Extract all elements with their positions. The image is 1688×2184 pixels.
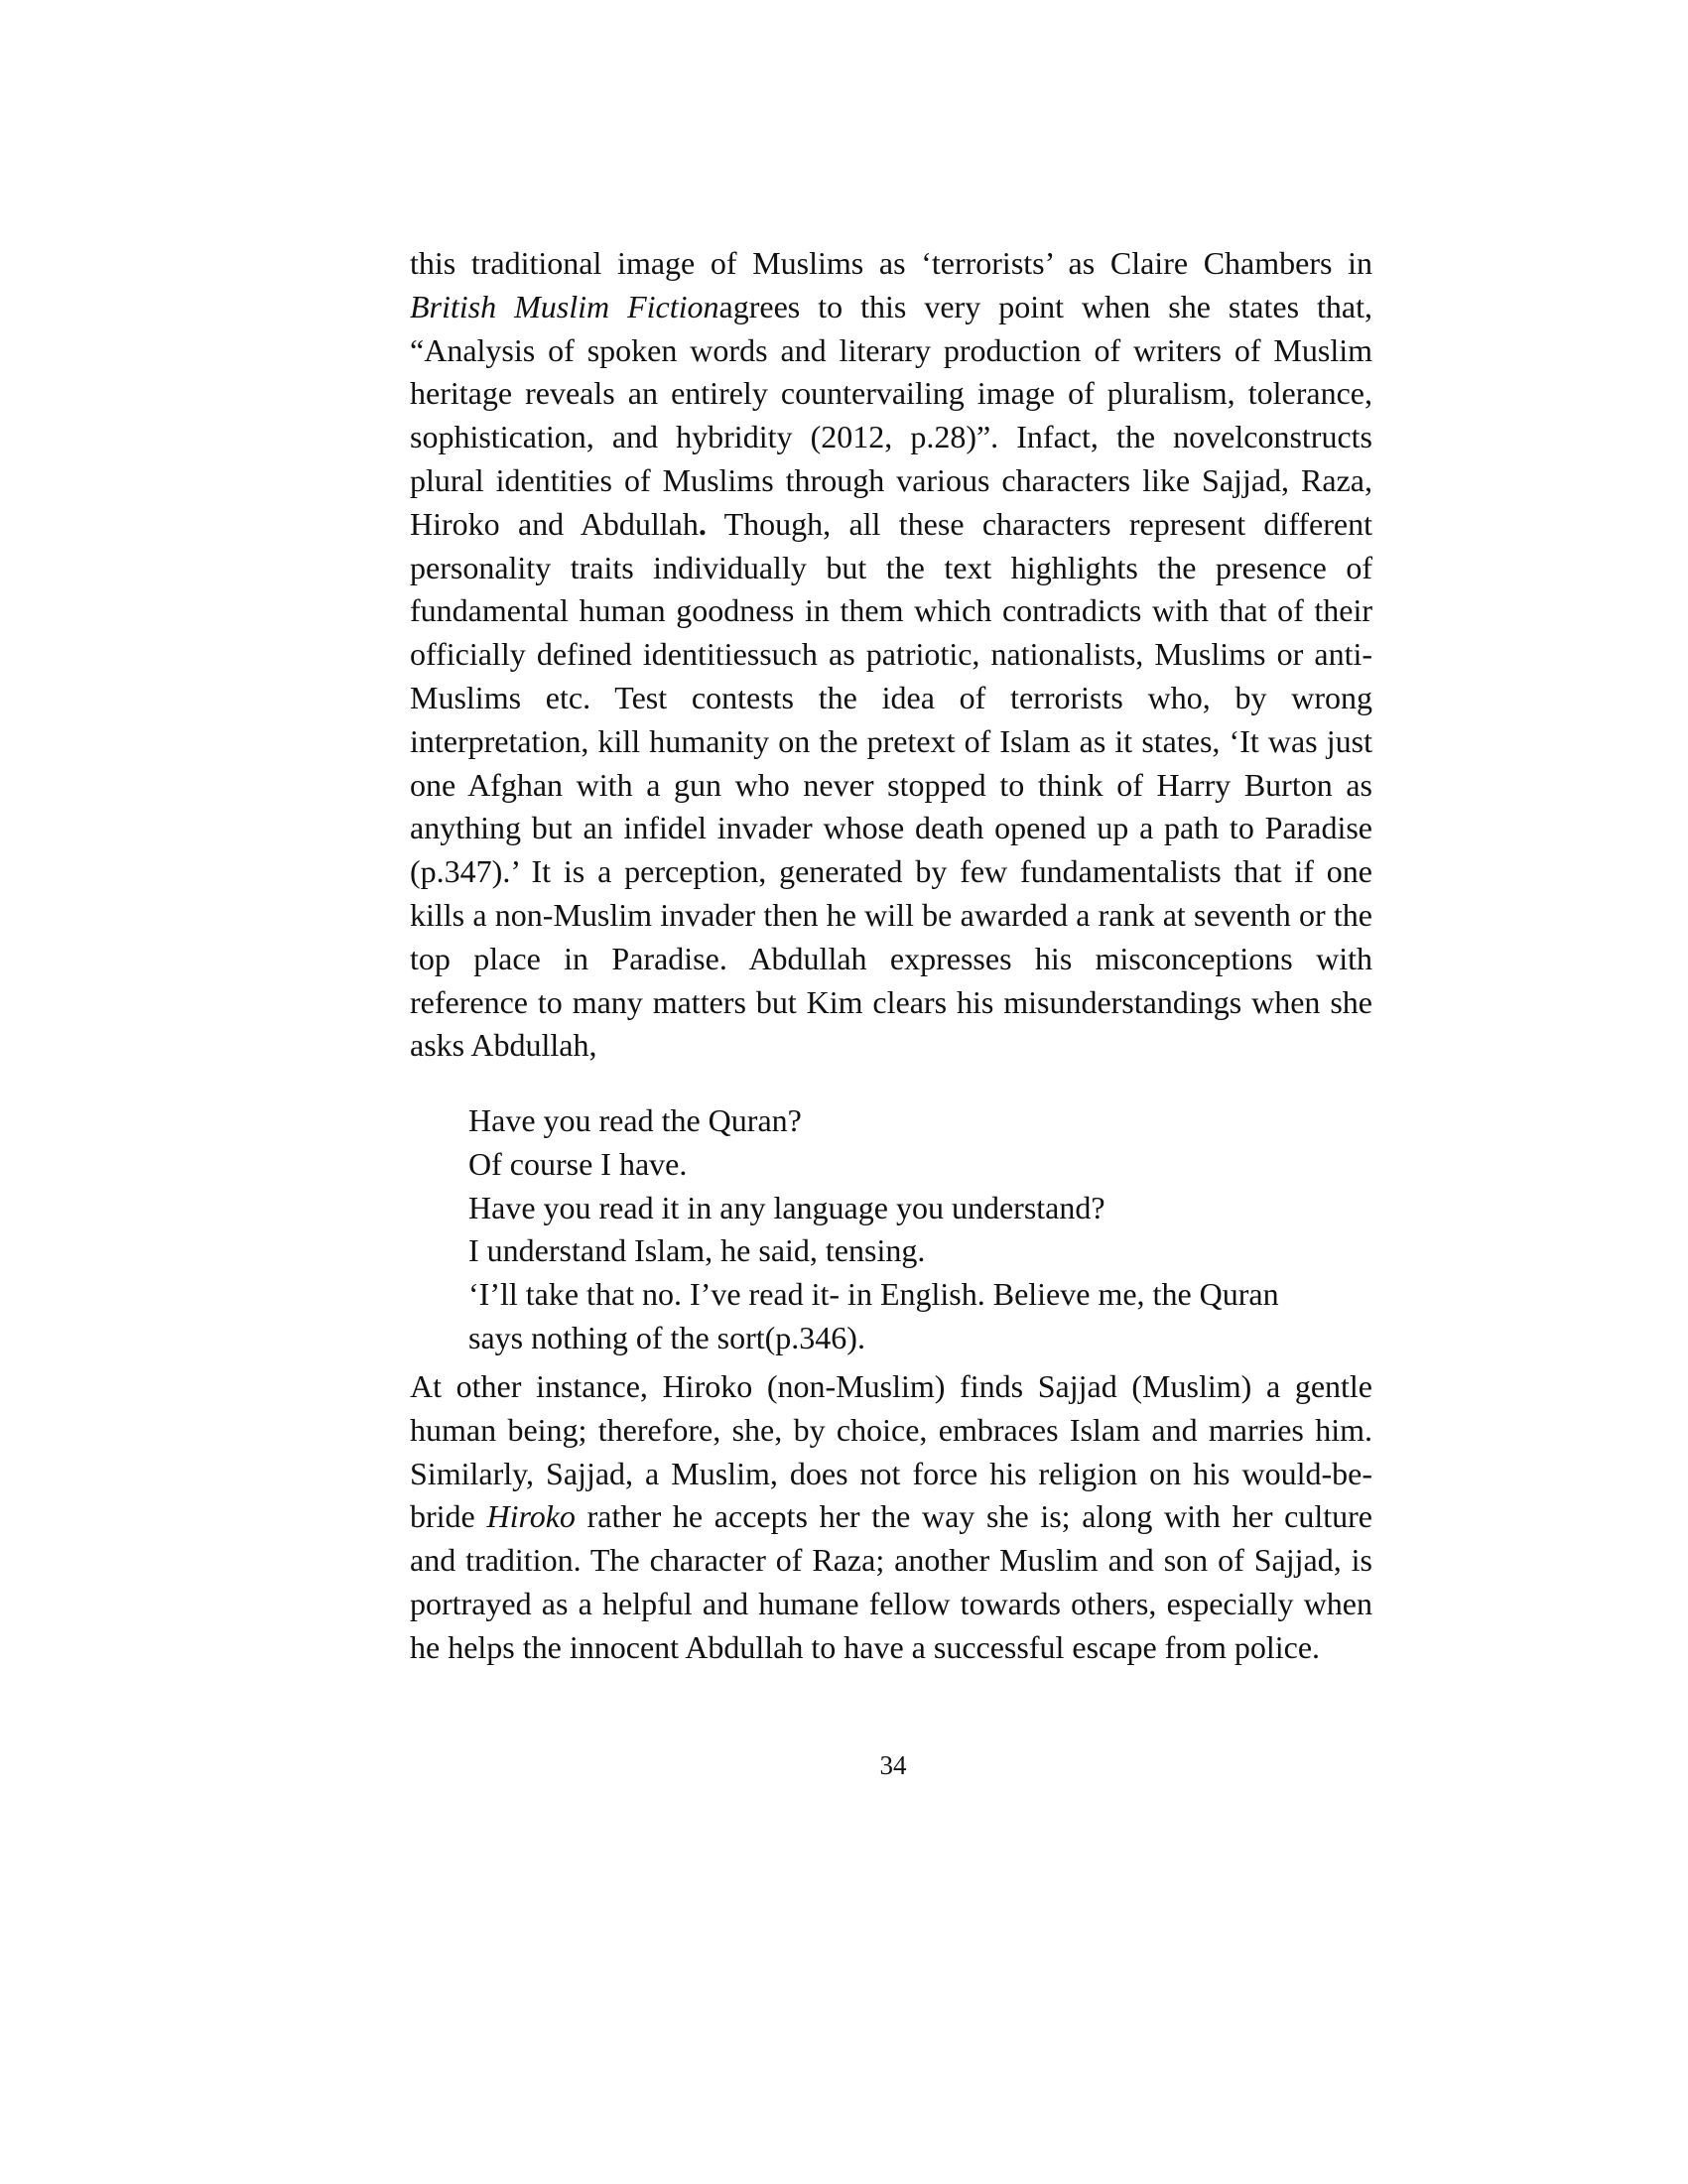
- page-number: 34: [879, 1750, 907, 1780]
- paragraph-2-text-b: rather he accepts her the way she is; along with her culture and tradition. The character of Raza; another Muslim and son of Sajjad, is portrayed as a helpful and humane fellow towards others, especially when he helps the innocent Abdullah to have a successful escape from police.: [410, 1498, 1373, 1665]
- body-paragraph-2: [410, 1365, 1372, 1670]
- italic-name: Hiroko: [486, 1498, 576, 1535]
- paragraph-1-text-a: this traditional image of Muslims as ‘terrorists’ as Claire Chambers in: [410, 245, 1372, 281]
- paragraph-2-text-a: At other instance, Hiroko (non-Muslim) finds Sajjad (Muslim) a gentle human being; therefore, she, by choice, embraces Islam and marries him. Similarly, Sajjad, a Muslim, does not force his religion on his would-be-bride: [410, 1368, 1372, 1535]
- bold-period: .: [698, 505, 707, 542]
- book-title: British Muslim Fiction: [410, 288, 719, 324]
- quote-line: I understand Islam, he said, tensing.: [468, 1232, 926, 1269]
- quote-line: ‘I’ll take that no. I’ve read it- in English. Believe me, the Quran: [468, 1276, 1279, 1313]
- body-paragraph-1: [410, 242, 1372, 1068]
- quote-line: Have you read the Quran?: [468, 1102, 802, 1138]
- quote-line: says nothing of the sort(p.346).: [468, 1319, 865, 1355]
- paragraph-1-text-c: Though, all these characters represent different personality traits individually but the text highlights the presence of fundamental human goodness in them which contradicts with that of their officially defined identitiessuch as patriotic, nationalists, Muslims or anti-Muslims etc. Test contests the idea of terrorists who, by wrong interpretation, kill humanity on the pretext of Islam as it states, ‘It was just one Afghan with a gun who never stopped to think of Harry Burton as anything but an infidel invader whose death opened up a path to Paradise (p.347).’ It is a perception, generated by few fundamentalists that if one kills a non-Muslim invader then he will be awarded a rank at seventh or the top place in Paradise. Abdullah expresses his misconceptions with reference to many matters but Kim clears his misunderstandings when she asks Abdullah,: [410, 505, 1373, 1064]
- paragraph-1-text-b: agrees to this very point when she states that, “Analysis of spoken words and literary production of writers of Muslim heritage reveals an entirely countervailing image of pluralism, tolerance, sophistication, and hybridity (2012, p.28)”. Infact, the novelconstructs plural identities of Muslims through various characters like Sajjad, Raza, Hiroko and Abdullah: [410, 288, 1372, 542]
- block-quote: [468, 1099, 1362, 1360]
- quote-line: Of course I have.: [468, 1145, 688, 1182]
- quote-line: Have you read it in any language you understand?: [468, 1189, 1105, 1225]
